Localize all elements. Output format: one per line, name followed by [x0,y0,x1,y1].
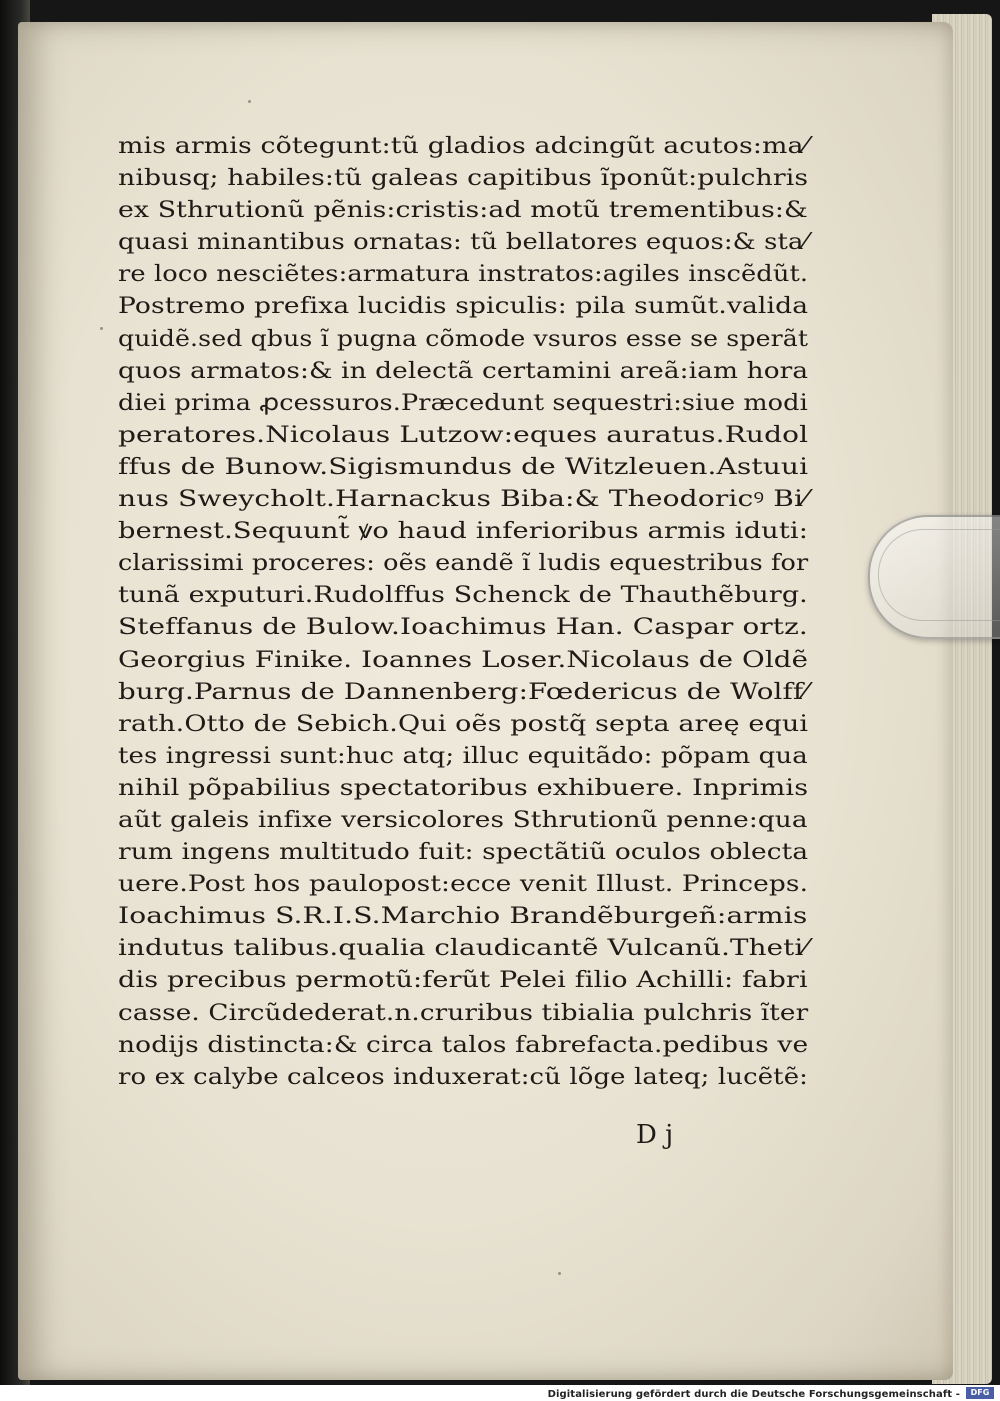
text-line: tes ingressi sunt:huc atq; illuc equitãdo: põpam qua [118,742,808,769]
text-line: Postremo prefixa lucidis spiculis: pila sumũt.valida [118,293,809,320]
paper-speck [558,1272,561,1275]
paper-speck [248,100,251,103]
text-line: nus Sweycholt.Harnackus Biba:& Theodoricꝰ Bi⁄ [118,486,808,513]
text-line: aũt galeis infixe versicolores Sthrutionũ penne:qua [118,806,808,833]
text-line: re loco nesciẽtes:armatura instratos:agiles inscẽdũt. [118,261,809,288]
text-line: mis armis cõtegunt:tũ gladios adcingũt acutos:ma⁄ [118,133,809,159]
text-line: uere.Post hos paulopost:ecce venit Illust. Princeps. [118,871,809,898]
signature-mark: D j [636,1120,674,1150]
text-line: casse. Circũdederat.n.cruribus tibialia pulchris ĩter [118,999,809,1026]
text-line: clarissimi proceres: oẽs eandẽ ĩ ludis equestribus for [118,550,809,577]
text-line: bernest.Sequunt̃ ꝟo haud inferioribus armis iduti: [118,518,809,545]
text-line: ex Sthrutionũ pẽnis:cristis:ad motũ trementibus:& [118,197,808,224]
text-line: nodijs distincta:& circa talos fabrefacta.pedibus ve [118,1031,809,1058]
text-line: Steffanus de Bulow.Ioachimus Han. Caspar ortz. [118,614,808,641]
text-line: Ioachimus S.R.I.S.Marchio Brandẽburgeñ:armis [118,903,808,930]
text-line: quasi minantibus ornatas: tũ bellatores equos:& sta⁄ [118,229,808,256]
text-line: indutus talibus.qualia claudicantẽ Vulcanũ.Theti⁄ [118,935,809,962]
text-line: peratores.Nicolaus Lutzow:eques auratus.Rudol [118,421,809,448]
plastic-page-clip [868,515,1000,639]
page-body-text [118,130,818,1093]
text-line: dis precibus permotũ:ferũt Pelei filio Achilli: fabri [118,967,808,994]
text-line: tunã exputuri.Rudolffus Schenck de Thauthẽburg. [118,582,808,609]
clip-inner-edge [878,529,1000,621]
text-line: Georgius Finike. Ioannes Loser.Nicolaus de Oldẽ [118,646,809,673]
text-line: nibusq; habiles:tũ galeas capitibus ĩponũt:pulchris [118,165,809,192]
dfg-logo: DFG [966,1387,994,1399]
paper-speck [100,327,103,330]
text-line: nihil põpabilius spectatoribus exhibuere. Inprimis [118,774,809,801]
text-line: rum ingens multitudo fuit: spectãtiũ oculos oblecta [118,839,809,866]
text-line: quidẽ.sed qbus ĩ pugna cõmode vsuros esse se sperãt [118,325,809,352]
digitization-footer [0,1385,1000,1401]
text-line: ro ex calybe calceos induxerat:cũ lõge lateq; lucẽtẽ: [118,1063,809,1090]
funding-credit: Digitalisierung gefördert durch die Deutsche Forschungsgemeinschaft - [547,1389,960,1400]
text-line: quos armatos:& in delectã certamini areã:iam hora [118,357,809,384]
text-line: rath.Otto de Sebich.Qui oẽs postq̃ septa areę equi [118,710,809,737]
text-line: ffus de Bunow.Sigismundus de Witzleuen.Astuui [118,453,809,480]
text-line: diei prima ꝓcessuros.Præcedunt sequestri:siue modi [118,389,808,416]
text-line: burg.Parnus de Dannenberg:Fœdericus de Wolff⁄ [118,678,808,705]
